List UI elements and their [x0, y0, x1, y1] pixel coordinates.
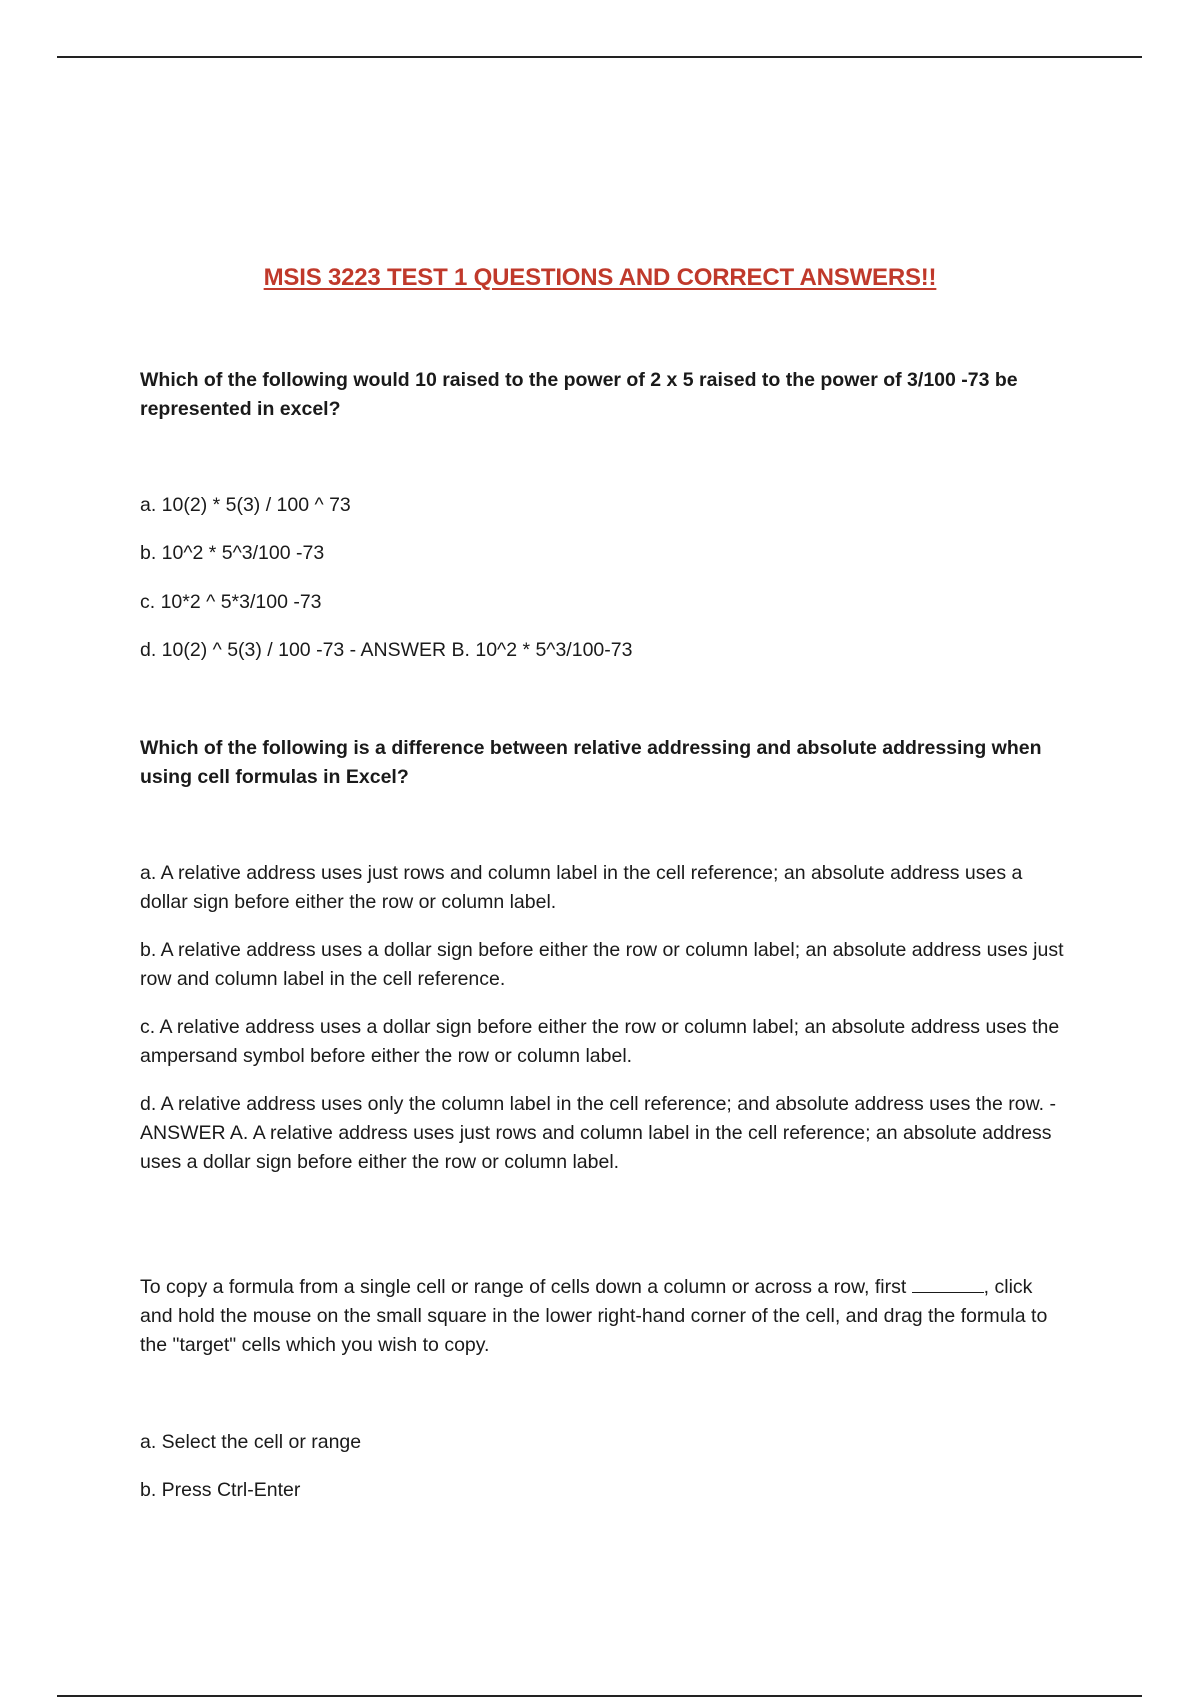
question-2-option-a: a. A relative address uses just rows and column label in the cell reference; an absolute address uses a dollar sign before either the row or column label. [140, 862, 1023, 913]
fill-in-blank [912, 1274, 984, 1293]
document-title: MSIS 3223 TEST 1 QUESTIONS AND CORRECT ANSWERS!! [263, 264, 937, 291]
question-3-option-a: a. Select the cell or range [140, 1431, 362, 1453]
question-1-option-c: c. 10*2 ^ 5*3/100 -73 [140, 591, 322, 613]
question-3-text-before-blank: To copy a formula from a single cell or range of cells down a column or across a row, first [140, 1276, 907, 1298]
top-rule [57, 56, 1142, 58]
bottom-rule [57, 1695, 1142, 1697]
question-1-option-b: b. 10^2 * 5^3/100 -73 [140, 542, 325, 564]
question-2-option-b: b. A relative address uses a dollar sign before either the row or column label; an absolute address uses just row and column label in the cell reference. [140, 939, 1064, 990]
question-2-option-c: c. A relative address uses a dollar sign before either the row or column label; an absolute address uses the ampersand symbol before either the row or column label. [140, 1016, 1060, 1067]
question-1-option-a: a. 10(2) * 5(3) / 100 ^ 73 [140, 494, 351, 516]
question-1-text: Which of the following would 10 raised to the power of 2 x 5 raised to the power of 3/100 -73 be represented in excel? [140, 369, 1018, 420]
question-2-option-d: d. A relative address uses only the column label in the cell reference; and absolute address uses the row. - ANSWER A. A relative address uses just rows and column label in the cell reference; an absolute address uses a dollar sign before either the row or column label. [140, 1093, 1056, 1173]
question-3-option-b: b. Press Ctrl-Enter [140, 1479, 301, 1501]
question-3-text-after-blank: , click and hold the mouse on the small square in the lower right-hand corner of the cell, and drag the formula to the "target" cells which you wish to copy. [140, 1276, 1048, 1356]
question-3-text [140, 1273, 1070, 1360]
question-2-text: Which of the following is a difference between relative addressing and absolute addressing when using cell formulas in Excel? [140, 737, 1042, 788]
question-1-option-d: d. 10(2) ^ 5(3) / 100 -73 - ANSWER B. 10^2 * 5^3/100-73 [140, 639, 633, 661]
